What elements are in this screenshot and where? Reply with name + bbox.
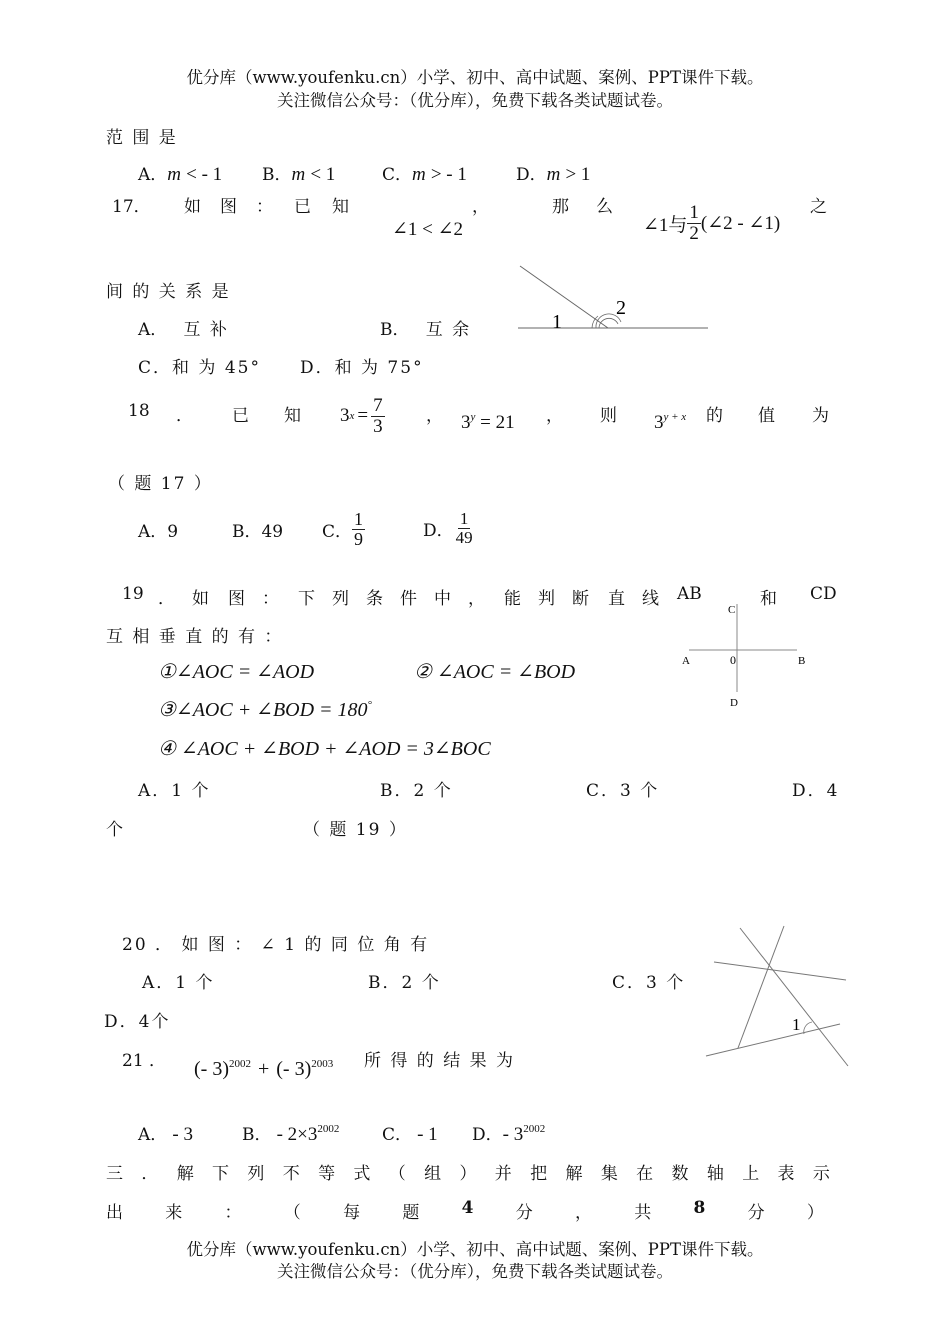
q19-figure-label-o: 0 [730, 653, 736, 667]
q16-option-a: A．m < - 1 [138, 164, 223, 185]
q19-option-a: A．1 个 [138, 781, 211, 801]
q17-expression: ∠1与 $\frac{1}{2}$ (∠2 - ∠1) [643, 202, 781, 244]
q19-condition-4: ④ ∠AOC + ∠BOD + ∠AOD = 3∠BOC [158, 738, 491, 760]
q18-expr-3: $3^{y + x}$ [654, 411, 687, 433]
section-3-line-1: 三 ． 解 下 列 不 等 式 （ 组 ） 并 把 解 集 在 数 轴 上 表 示 [106, 1164, 830, 1184]
q21-expression: (- 3)$^{2002}$ + (- 3)$^{2003}$ [194, 1058, 334, 1080]
q19-line2: 互 相 垂 直 的 有 ： [106, 627, 284, 647]
q21-option-d: D．- $3^{2002}$ [472, 1123, 546, 1145]
q21-option-c: C． - 1 [382, 1124, 438, 1145]
q18-option-d: D． $\frac{1}{49}$ [423, 509, 473, 547]
q19-condition-3: ③∠AOC + ∠BOD = 180° [158, 699, 372, 721]
q21-option-b: B． - $2\times 3^{2002}$ [242, 1123, 340, 1145]
q17-option-b: B． 互 余 [380, 320, 472, 340]
q19-condition-1: ①∠AOC = ∠AOD [158, 661, 315, 683]
q19-option-d: D．4 [792, 781, 840, 801]
q18-expr-2: 3$^y$ = 21 [461, 411, 515, 433]
q19-option-b: B．2 个 [380, 781, 453, 801]
header-line-1: 优分库（www.youfenku.cn）小学、初中、高中试题、案例、PPT课件下载。 [186, 68, 764, 87]
q17-figure [510, 262, 720, 337]
q19-condition-2: ② ∠AOC = ∠BOD [414, 661, 576, 683]
q17-line2: 间 的 关 系 是 [106, 282, 231, 302]
footer-line-2: 关注微信公众号：（优分库），免费下载各类试题试卷。 [277, 1262, 673, 1281]
q21-num: 21 ． [122, 1051, 167, 1071]
q16-option-b: B．m < 1 [262, 164, 336, 185]
q18-option-b: B．49 [232, 522, 284, 542]
q19-figure-label-d: D [730, 697, 738, 709]
q18-option-c: C． $\frac{1}{9}$ [322, 509, 364, 549]
q17-option-d: D．和 为 75° [300, 358, 424, 378]
q19-caption: （ 题 19 ） [303, 820, 408, 840]
q20-option-d: D．4个 [104, 1012, 171, 1032]
q20-figure-line-1 [740, 928, 848, 1066]
q17-figure-label-2: 2 [616, 297, 626, 319]
q21-tail: 所 得 的 结 果 为 [364, 1051, 516, 1071]
q16-tail: 范 围 是 [106, 128, 178, 148]
q20-figure-line-3 [714, 962, 846, 980]
q20-figure-line-4 [706, 1024, 840, 1056]
q20-figure-label-1: 1 [792, 1015, 801, 1034]
q17-caption: （ 题 17 ） [108, 474, 213, 494]
q16-option-d: D．m > 1 [516, 164, 591, 185]
q20-option-c: C．3 个 [612, 973, 686, 993]
q20-option-a: A．1 个 [142, 973, 215, 993]
q17-option-c: C．和 为 45° [138, 358, 261, 378]
q17-condition: ∠1 < ∠2 [392, 219, 464, 240]
q21-option-a: A． - 3 [138, 1124, 193, 1145]
q20-stem: 20 ． 如 图 ： ∠ 1 的 同 位 角 有 [122, 935, 430, 955]
q17-figure-label-1: 1 [552, 311, 562, 333]
q17-option-a: A． 互 补 [138, 320, 229, 340]
q19-figure-label-b: B [798, 655, 806, 667]
q19-figure-label-c: C [728, 604, 736, 616]
q19-option-c: C．3 个 [586, 781, 660, 801]
q18-expr-1: 3 x = $\frac{7}{3}$ [340, 395, 383, 437]
q19-option-d-cont: 个 [106, 820, 123, 840]
q18-option-a: A．9 [138, 522, 179, 542]
q20-figure [700, 922, 850, 1070]
section-3-line-2: 出 来 ： （ 每 题 4 分 ， 共 8 分 ） [106, 1198, 824, 1223]
q19-figure-label-a: A [682, 655, 690, 667]
footer-line-1: 优分库（www.youfenku.cn）小学、初中、高中试题、案例、PPT课件下载。 [186, 1240, 764, 1259]
header-line-2: 关注微信公众号：（优分库），免费下载各类试题试卷。 [277, 91, 673, 110]
q19-figure [675, 598, 815, 713]
q20-option-b: B．2 个 [368, 973, 441, 993]
q20-figure-line-2 [738, 926, 784, 1048]
q16-option-c: C．m > - 1 [382, 164, 467, 185]
